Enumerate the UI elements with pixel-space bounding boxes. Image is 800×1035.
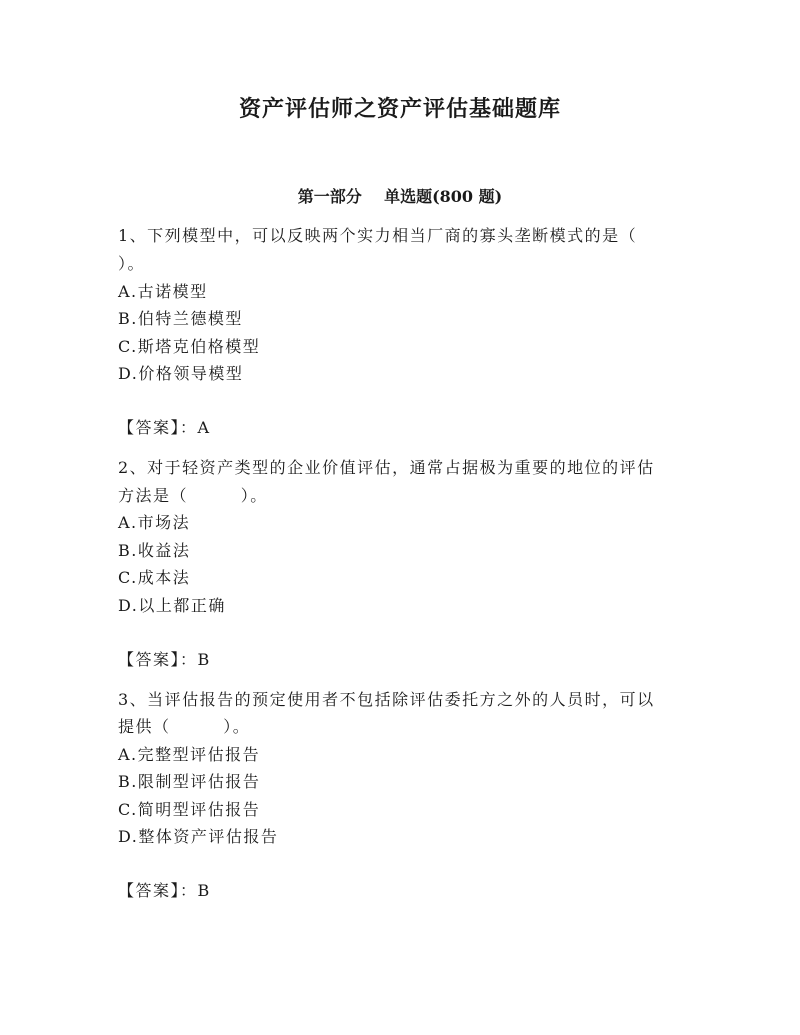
option-c: C.斯塔克伯格模型	[118, 337, 261, 356]
question-stem-line2: ）。	[118, 254, 146, 273]
answer-line: 【答案】：A	[118, 418, 211, 437]
option-d: D.整体资产评估报告	[118, 827, 279, 846]
option-a: A.完整型评估报告	[118, 745, 261, 764]
question-stem-line2: 方法是（ ）。	[118, 486, 268, 505]
question-stem-line2: 提供（ ）。	[118, 717, 251, 736]
option-d: D.价格领导模型	[118, 364, 244, 383]
option-c: C.简明型评估报告	[118, 800, 261, 819]
option-a: A.市场法	[118, 513, 191, 532]
option-c: C.成本法	[118, 568, 191, 587]
option-b: B.限制型评估报告	[118, 772, 261, 791]
question-stem-line1: 3、当评估报告的预定使用者不包括除评估委托方之外的人员时，可以	[118, 690, 655, 709]
question-stem-line1: 1、下列模型中，可以反映两个实力相当厂商的寡头垄断模式的是（	[118, 226, 638, 245]
section-title: 第一部分 单选题(800 题)	[297, 187, 503, 206]
answer-line: 【答案】：B	[118, 650, 211, 669]
option-b: B.伯特兰德模型	[118, 309, 243, 328]
question-stem-line1: 2、对于轻资产类型的企业价值评估，通常占据极为重要的地位的评估	[118, 458, 655, 477]
answer-line: 【答案】：B	[118, 881, 211, 900]
option-d: D.以上都正确	[118, 596, 226, 615]
option-b: B.收益法	[118, 541, 191, 560]
document-title: 资产评估师之资产评估基础题库	[238, 96, 561, 122]
option-a: A.古诺模型	[118, 282, 208, 301]
